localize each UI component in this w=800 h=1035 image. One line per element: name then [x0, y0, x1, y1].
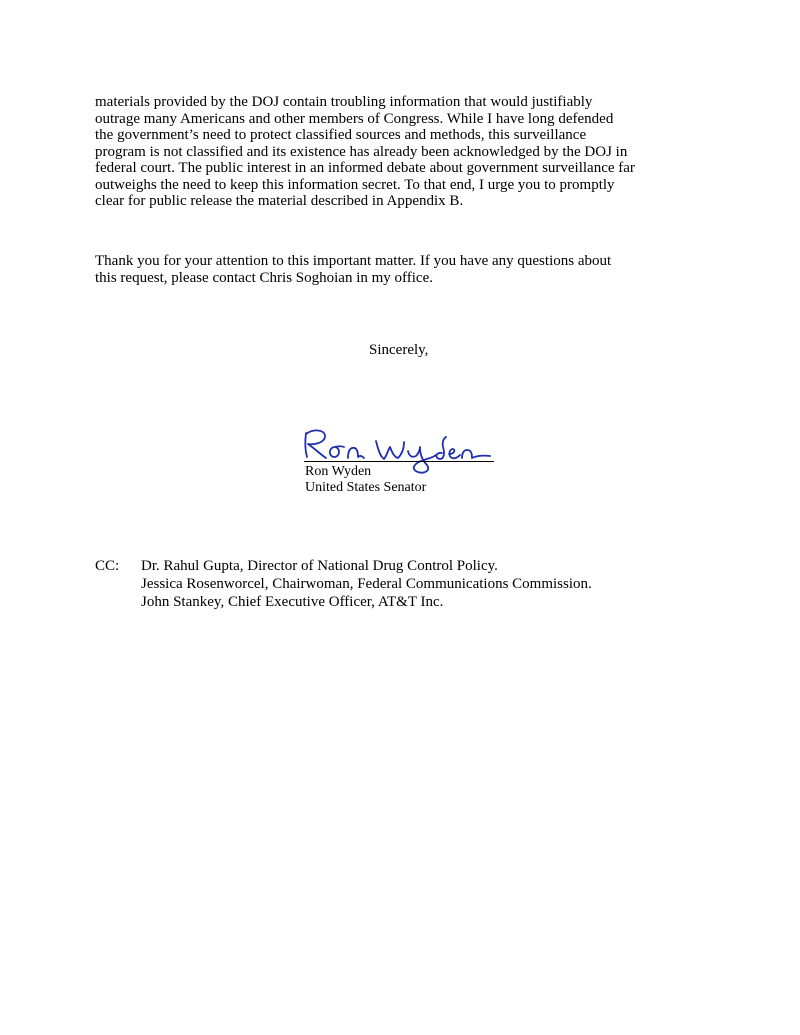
paragraph-line: this request, please contact Chris Soghoian in my office.	[95, 269, 433, 286]
paragraph-line: the government’s need to protect classified sources and methods, this surveillance	[95, 127, 587, 143]
cc-recipient-list	[141, 557, 592, 611]
closing-salutation: Sincerely,	[369, 342, 429, 358]
paragraph-line: program is not classified and its existence has already been acknowledged by the DOJ in	[95, 143, 628, 160]
signer-title: United States Senator	[305, 480, 427, 495]
cc-label: CC:	[95, 558, 120, 574]
paragraph-line: Thank you for your attention to this important matter. If you have any questions about	[95, 253, 612, 269]
paragraph-line: clear for public release the material described in Appendix B.	[95, 193, 464, 209]
paragraph-line: materials provided by the DOJ contain troubling information that would justifiably	[95, 94, 593, 110]
paragraph-line: outrage many Americans and other members of Congress. While I have long defended	[95, 110, 614, 127]
cc-recipient: John Stankey, Chief Executive Officer, AT&T Inc.	[141, 594, 444, 610]
cc-recipient: Dr. Rahul Gupta, Director of National Drug Control Policy.	[141, 558, 498, 574]
cc-recipient: Jessica Rosenworcel, Chairwoman, Federal Communications Commission.	[141, 576, 592, 592]
paragraph-line: federal court. The public interest in an informed debate about government surveillance far	[95, 160, 635, 176]
paragraph-line: outweighs the need to keep this information secret. To that end, I urge you to promptly	[95, 176, 615, 193]
body-paragraph-2	[95, 253, 735, 286]
signer-block	[305, 464, 426, 496]
signature-line	[304, 461, 494, 462]
signer-name: Ron Wyden	[305, 464, 372, 479]
body-paragraph-1	[95, 94, 735, 210]
